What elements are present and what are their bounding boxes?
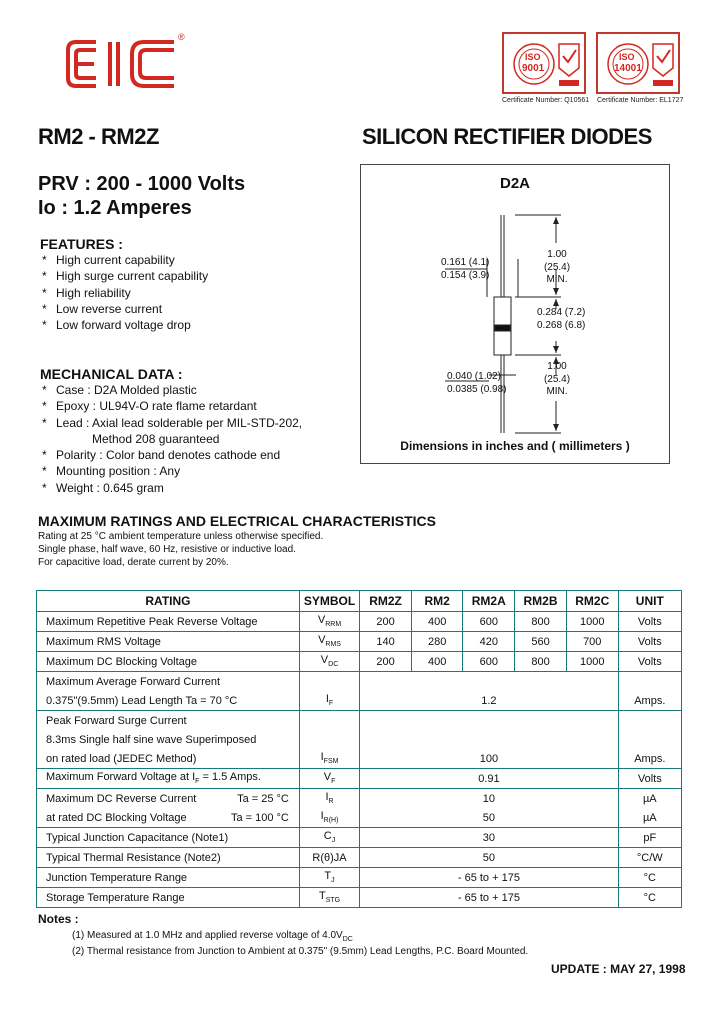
col-rm2: RM2: [411, 591, 463, 612]
eic-logo: [66, 34, 186, 94]
cert1-iso: ISO: [525, 52, 541, 62]
cert2-iso: ISO: [619, 52, 635, 62]
table-row: Junction Temperature Range $T_J$ - 65 to + 175 °C: [37, 868, 682, 888]
table-row: Typical Thermal Resistance (Note2) R(θ)JA 50 °C/W: [37, 848, 682, 868]
list-item: * High surge current capability: [42, 269, 209, 284]
table-row: on rated load (JEDEC Method) $I_{FSM}$ 100 Amps.: [37, 749, 682, 769]
list-item: * High reliability: [42, 285, 131, 300]
cert2-num: 14001: [614, 63, 642, 74]
note-1: (1) Measured at 1.0 MHz and applied reverse voltage of $4.0V_{DC}$: [72, 930, 353, 943]
col-rm2z: RM2Z: [360, 591, 412, 612]
table-row: Maximum RMS Voltage $V_{RMS}$ 140 280 420 560 700 Volts: [37, 632, 682, 652]
col-rating: RATING: [37, 591, 300, 612]
notes-heading: Notes :: [38, 912, 79, 926]
list-item: * Epoxy : UL94V-O rate flame retardant: [42, 399, 257, 414]
dim-body-length: 0.284 (7.2) 0.268 (6.8): [537, 307, 586, 331]
table-row: Maximum DC Reverse Current Ta = 25 °C $I_R$ 10 µA: [37, 789, 682, 809]
table-row: Maximum Forward Voltage at $I_F = 1.5$ Amps. $V_F$ 0.91 Volts: [37, 769, 682, 789]
device-type-title: SILICON RECTIFIER DIODES: [362, 124, 652, 149]
ratings-table: [36, 590, 682, 908]
part-number-title: RM2 - RM2Z: [38, 124, 159, 149]
prv-rating: PRV : 200 - 1000 Volts: [38, 173, 246, 195]
cert1-num: 9001: [522, 63, 545, 74]
col-unit: UNIT: [618, 591, 681, 612]
note-2: (2) Thermal resistance from Junction to Ambient at 0.375" (9.5mm) Lead Lengths, P.C. Board Mounted.: [72, 946, 529, 957]
col-rm2a: RM2A: [463, 591, 515, 612]
mechanical-list: [40, 382, 302, 496]
table-row: Typical Junction Capacitance (Note1) $C_J$ 30 pF: [37, 828, 682, 848]
table-row: 0.375"(9.5mm) Lead Length Ta = 70 °C $I_F$ 1.2 Amps.: [37, 691, 682, 711]
dim-lead-length-top: 1.00 (25.4) MIN.: [543, 249, 571, 285]
ratings-heading: MAXIMUM RATINGS AND ELECTRICAL CHARACTERISTICS: [38, 513, 436, 529]
col-symbol: SYMBOL: [299, 591, 359, 612]
diode-outline-drawing: [361, 205, 669, 465]
update-date: UPDATE : MAY 27, 1998: [551, 962, 686, 976]
list-item: * Low forward voltage drop: [42, 318, 191, 333]
package-diagram: [360, 164, 670, 464]
table-row: at rated DC Blocking Voltage Ta = 100 °C $I_{R(H)}$ 50 µA: [37, 808, 682, 828]
table-row: Maximum Repetitive Peak Reverse Voltage $V_{RRM}$ 200 400 600 800 1000 Volts: [37, 612, 682, 632]
iso-9001-cert-badge: [502, 32, 586, 94]
table-row: 8.3ms Single half sine wave Superimposed: [37, 730, 682, 749]
list-item: * Polarity : Color band denotes cathode end: [42, 448, 281, 463]
ratings-conditions: Rating at 25 °C ambient temperature unless otherwise specified. Single phase, half wave, 60 Hz, resistive or inductive load. For capacitive load, derate current by 20%.: [38, 531, 324, 568]
features-list: [40, 252, 208, 333]
list-item: * Mounting position : Any: [42, 464, 181, 479]
list-item: * Case : D2A Molded plastic: [42, 383, 197, 397]
io-rating: Io : 1.2 Amperes: [38, 197, 192, 219]
table-header-row: [37, 591, 682, 612]
dim-body-diameter: 0.161 (4.1) 0.154 (3.9): [441, 257, 490, 281]
features-heading: FEATURES :: [40, 236, 123, 252]
mechanical-heading: MECHANICAL DATA :: [40, 366, 183, 382]
registered-mark: ®: [178, 32, 185, 42]
dimensions-caption: Dimensions in inches and ( millimeters ): [400, 439, 630, 453]
table-row: Peak Forward Surge Current: [37, 711, 682, 731]
col-rm2c: RM2C: [566, 591, 618, 612]
cert1-number: Certificate Number: Q10561: [502, 97, 590, 104]
cert2-number: Certificate Number: EL1727: [597, 97, 684, 104]
iso-14001-cert-badge: [596, 32, 680, 94]
col-rm2b: RM2B: [515, 591, 567, 612]
table-row: Storage Temperature Range $T_{STG}$ - 65 to + 175 °C: [37, 888, 682, 908]
list-item: * Lead : Axial lead solderable per MIL-STD-202,: [42, 415, 303, 430]
table-row: Maximum DC Blocking Voltage $V_{DC}$ 200 400 600 800 1000 Volts: [37, 652, 682, 672]
list-item: * Low reverse current: [42, 301, 163, 316]
dim-lead-length-bottom: 1.00 (25.4) MIN.: [543, 361, 571, 397]
list-item: * High current capability: [42, 253, 175, 267]
list-item: Method 208 guaranteed: [92, 431, 220, 446]
package-name: D2A: [499, 175, 530, 192]
table-row: Maximum Average Forward Current: [37, 672, 682, 692]
list-item: * Weight : 0.645 gram: [42, 480, 164, 495]
dim-lead-diameter: 0.040 (1.02) 0.0385 (0.98): [447, 371, 507, 395]
